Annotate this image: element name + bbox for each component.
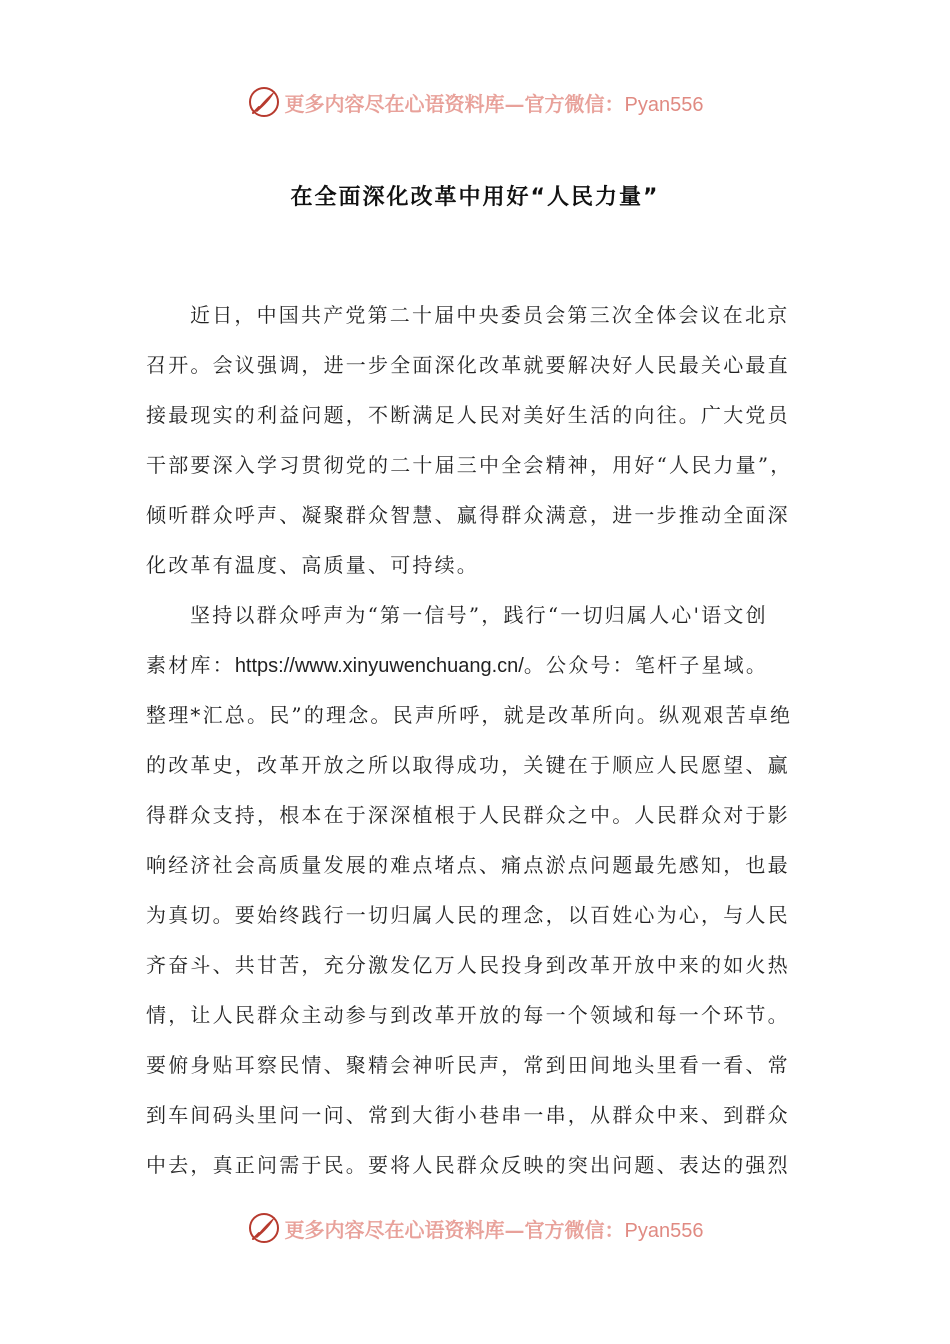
article-body xyxy=(146,290,808,1190)
paragraph-line: 齐奋斗、共甘苦，充分激发亿万人民投身到改革开放中来的如火热 xyxy=(146,953,790,977)
paragraph-line: 坚持以群众呼声为“第一信号”，践行“一切归属人心'语文创 xyxy=(190,603,768,627)
banner-label: 更多内容尽在心语资料库—官方微信： xyxy=(284,1217,625,1242)
banner-wechat-id: Pyan556 xyxy=(624,1219,704,1242)
paragraph-line: 整理*汇总。民”的理念。民声所呼，就是改革所向。纵观艰苦卓绝 xyxy=(146,703,793,727)
banner-wechat-id: Pyan556 xyxy=(624,93,704,116)
paragraph-line: 近日，中国共产党第二十届中央委员会第三次全体会议在北京 xyxy=(190,303,790,327)
paragraph-line: 接最现实的利益问题，不断满足人民对美好生活的向往。广大党员 xyxy=(146,403,790,427)
banner-text xyxy=(285,1214,704,1243)
website-url: https://www.xinyuwenchuang.cn/ xyxy=(234,655,524,677)
paragraph-line: 响经济社会高质量发展的难点堵点、痛点淤点问题最先感知，也最 xyxy=(146,853,790,877)
paragraph-line: 的改革史，改革开放之所以取得成功，关键在于顺应人民愿望、赢 xyxy=(146,753,790,777)
paragraph-line: 召开。会议强调，进一步全面深化改革就要解决好人民最关心最直 xyxy=(146,353,790,377)
line-suffix: 。公众号：笔杆子星域。 xyxy=(523,653,769,677)
page-title: 在全面深化改革中用好“人民力量” xyxy=(290,185,660,210)
paragraph-line: 干部要深入学习贯彻党的二十届三中全会精神，用好“人民力量”， xyxy=(146,453,793,477)
paragraph-line: 为真切。要始终践行一切归属人民的理念，以百姓心为心，与人民 xyxy=(146,903,790,927)
quill-logo-icon xyxy=(247,1211,281,1245)
line-prefix: 素材库： xyxy=(146,653,235,677)
header-banner xyxy=(0,82,950,122)
paragraph-line: 到车间码头里问一问、常到大街小巷串一串，从群众中来、到群众 xyxy=(146,1103,790,1127)
paragraph-line: 得群众支持，根本在于深深植根于人民群众之中。人民群众对于影 xyxy=(146,803,790,827)
quill-logo-icon xyxy=(247,85,281,119)
banner-text xyxy=(285,88,704,117)
paragraph-line: 化改革有温度、高质量、可持续。 xyxy=(146,553,479,577)
banner-label: 更多内容尽在心语资料库—官方微信： xyxy=(284,91,625,116)
footer-banner xyxy=(0,1208,950,1248)
paragraph-line: 倾听群众呼声、凝聚群众智慧、赢得群众满意，进一步推动全面深 xyxy=(146,503,790,527)
paragraph-line: 要俯身贴耳察民情、聚精会神听民声，常到田间地头里看一看、常 xyxy=(146,1053,790,1077)
paragraph-line: 中去，真正问需于民。要将人民群众反映的突出问题、表达的强烈 xyxy=(146,1153,790,1177)
paragraph-line-with-url xyxy=(146,640,808,690)
paragraph-line: 情，让人民群众主动参与到改革开放的每一个领域和每一个环节。 xyxy=(146,1003,790,1027)
